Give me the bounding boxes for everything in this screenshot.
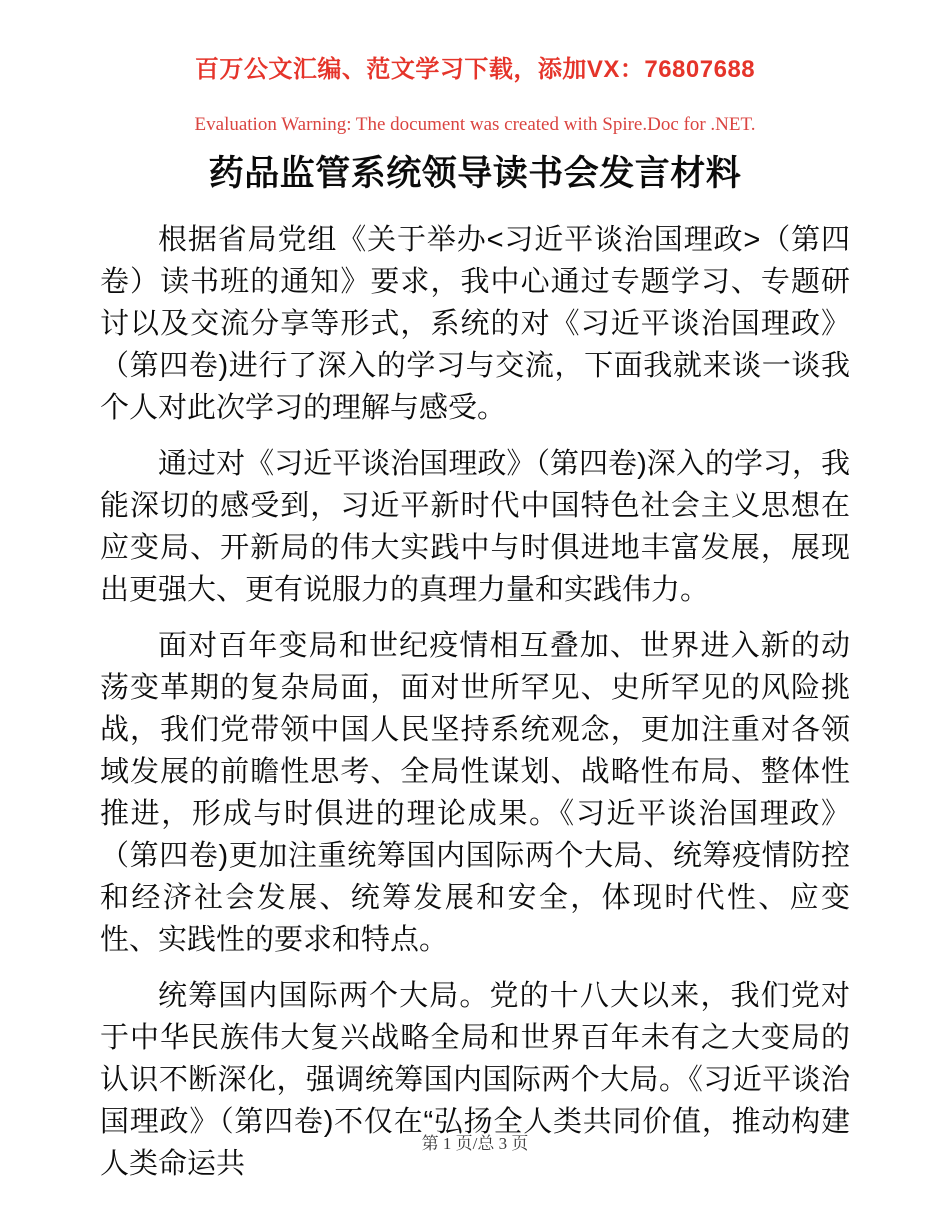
document-body [100,219,850,1185]
evaluation-warning-text: Evaluation Warning: The document was created with Spire.Doc for .NET. [194,114,756,135]
page-number-indicator: 第 1 页/总 3 页 [421,1134,529,1153]
paragraph: 通过对《习近平谈治国理政》（第四卷)深入的学习，我能深切的感受到，习近平新时代中国特色社会主义思想在应变局、开新局的伟大实践中与时俱进地丰富发展，展现出更强大、更有说服力的真理力量和实践伟力。 [100,448,850,607]
promo-banner-text: 百万公文汇编、范文学习下载，添加VX：76807688 [194,56,756,83]
paragraph: 根据省局党组《关于举办<习近平谈治国理政>（第四卷）读书班的通知》要求，我中心通过专题学习、专题研讨以及交流分享等形式，系统的对《习近平谈治国理政》（第四卷)进行了深入的学习与交流，下面我就来谈一谈我个人对此次学习的理解与感受。 [100,224,850,425]
document-title: 药品监管系统领导读书会发言材料 [208,154,742,193]
paragraph: 统筹国内国际两个大局。党的十八大以来，我们党对于中华民族伟大复兴战略全局和世界百年未有之大变局的认识不断深化，强调统筹国内国际两个大局。《习近平谈治国理政》（第四卷)不仅在“弘扬全人类共同价值，推动构建人类命运共 [100,980,850,1181]
paragraph: 面对百年变局和世纪疫情相互叠加、世界进入新的动荡变革期的复杂局面，面对世所罕见、史所罕见的风险挑战，我们党带领中国人民坚持系统观念，更加注重对各领域发展的前瞻性思考、全局性谋划、战略性布局、整体性推进，形成与时俱进的理论成果。《习近平谈治国理政》（第四卷)更加注重统筹国内国际两个大局、统筹疫情防控和经济社会发展、统筹发展和安全，体现时代性、应变性、实践性的要求和特点。 [100,630,850,957]
